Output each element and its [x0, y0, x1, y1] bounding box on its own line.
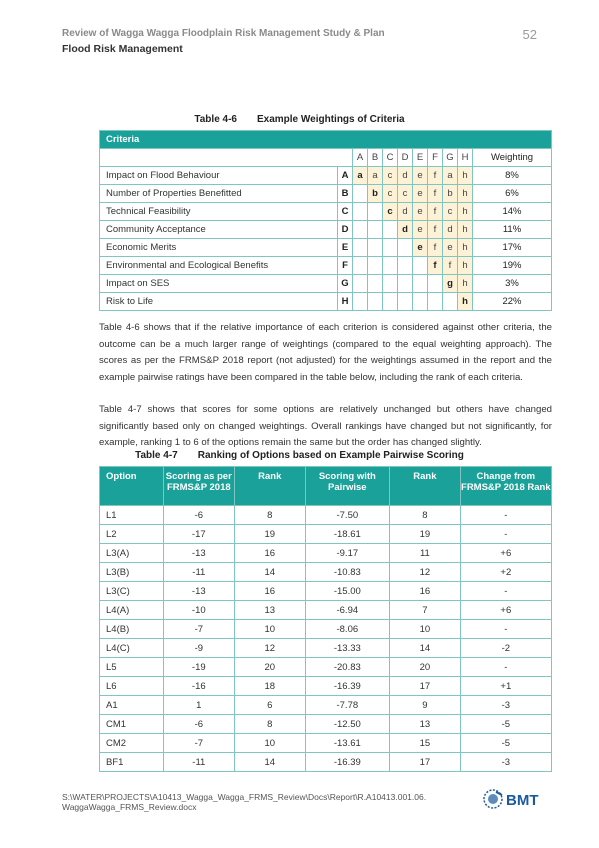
table-cell: -	[460, 658, 551, 677]
table-cell: -11	[163, 753, 234, 772]
table-cell: 8	[234, 506, 305, 525]
pairwise-cell: d	[398, 221, 413, 239]
weighting-value: 22%	[473, 293, 552, 311]
table-cell: +6	[460, 544, 551, 563]
pairwise-cell	[353, 275, 368, 293]
table-cell: -	[460, 506, 551, 525]
pairwise-cell: f	[443, 257, 458, 275]
table-cell: -18.61	[305, 525, 390, 544]
table-row	[100, 293, 552, 311]
criteria-weightings-table	[99, 130, 552, 311]
table-cell: 7	[390, 601, 461, 620]
table-cell: -7.78	[305, 696, 390, 715]
table-cell: 6	[234, 696, 305, 715]
table-cell: L3(A)	[100, 544, 164, 563]
table-cell: -2	[460, 639, 551, 658]
table-row	[100, 582, 552, 601]
page-number: 52	[522, 27, 537, 42]
criterion-code: B	[338, 185, 353, 203]
table-cell: -11	[163, 563, 234, 582]
table-cell: -17	[163, 525, 234, 544]
column-header: D	[398, 149, 413, 167]
pairwise-cell	[353, 239, 368, 257]
table-cell: 13	[390, 715, 461, 734]
table-cell: 11	[390, 544, 461, 563]
table-cell: -7.50	[305, 506, 390, 525]
table-row	[100, 563, 552, 582]
pairwise-cell	[398, 275, 413, 293]
table-cell: 8	[390, 506, 461, 525]
table-cell: 19	[234, 525, 305, 544]
pairwise-cell: h	[458, 257, 473, 275]
pairwise-cell	[398, 293, 413, 311]
table-cell: L4(A)	[100, 601, 164, 620]
column-header: E	[413, 149, 428, 167]
table-cell: 16	[390, 582, 461, 601]
table-cell: 17	[390, 753, 461, 772]
column-header: Rank	[390, 467, 461, 506]
pairwise-cell: h	[458, 203, 473, 221]
pairwise-cell	[368, 275, 383, 293]
criterion-code: F	[338, 257, 353, 275]
table-cell: -3	[460, 753, 551, 772]
pairwise-cell	[383, 221, 398, 239]
table-cell: CM1	[100, 715, 164, 734]
table-cell: 8	[234, 715, 305, 734]
column-header: Change from FRMS&P 2018 Rank	[460, 467, 551, 506]
pairwise-cell: e	[443, 239, 458, 257]
table-cell: L6	[100, 677, 164, 696]
column-header: B	[368, 149, 383, 167]
table-cell: -5	[460, 715, 551, 734]
document-title: Review of Wagga Wagga Floodplain Risk Management Study & Plan	[62, 28, 385, 39]
criterion-code: D	[338, 221, 353, 239]
weighting-header: Weighting	[473, 149, 552, 167]
table-row	[100, 601, 552, 620]
pairwise-cell	[368, 293, 383, 311]
criterion-code: G	[338, 275, 353, 293]
pairwise-cell	[383, 275, 398, 293]
pairwise-cell: h	[458, 239, 473, 257]
section-title: Flood Risk Management	[62, 43, 183, 55]
table-cell: -7	[163, 734, 234, 753]
pairwise-cell: a	[443, 167, 458, 185]
table-cell: L4(C)	[100, 639, 164, 658]
table-cell: -13	[163, 582, 234, 601]
table-row	[100, 620, 552, 639]
table-row	[100, 734, 552, 753]
pairwise-cell: e	[413, 167, 428, 185]
pairwise-cell: e	[413, 239, 428, 257]
pairwise-cell	[368, 239, 383, 257]
weighting-value: 17%	[473, 239, 552, 257]
pairwise-cell	[383, 239, 398, 257]
table-4-7-caption	[0, 450, 599, 461]
criterion-code: E	[338, 239, 353, 257]
criterion-name: Environmental and Ecological Benefits	[100, 257, 338, 275]
criterion-name: Community Acceptance	[100, 221, 338, 239]
table-cell: 17	[390, 677, 461, 696]
pairwise-cell	[368, 257, 383, 275]
table-cell: -12.50	[305, 715, 390, 734]
table-cell: L4(B)	[100, 620, 164, 639]
table-cell: -19	[163, 658, 234, 677]
table-cell: 14	[234, 753, 305, 772]
column-header: Scoring with Pairwise	[305, 467, 390, 506]
pairwise-cell: h	[458, 221, 473, 239]
pairwise-cell: c	[398, 185, 413, 203]
pairwise-cell	[398, 257, 413, 275]
ranking-options-table	[99, 466, 552, 772]
table-row	[100, 677, 552, 696]
table-cell: 18	[234, 677, 305, 696]
pairwise-cell	[368, 221, 383, 239]
pairwise-cell: d	[398, 203, 413, 221]
pairwise-cell: h	[458, 167, 473, 185]
criterion-name: Technical Feasibility	[100, 203, 338, 221]
table-cell: 14	[390, 639, 461, 658]
pairwise-cell: f	[428, 257, 443, 275]
column-header: C	[383, 149, 398, 167]
table-cell: -9.17	[305, 544, 390, 563]
table-number: Table 4-7	[135, 450, 178, 461]
table-row	[100, 639, 552, 658]
table-row	[100, 203, 552, 221]
pairwise-cell: c	[383, 203, 398, 221]
pairwise-cell: b	[443, 185, 458, 203]
file-path	[62, 792, 426, 812]
pairwise-cell: h	[458, 185, 473, 203]
table-cell: -20.83	[305, 658, 390, 677]
table-cell: -	[460, 620, 551, 639]
table-cell: BF1	[100, 753, 164, 772]
pairwise-cell: c	[383, 167, 398, 185]
pairwise-cell: g	[443, 275, 458, 293]
pairwise-cell	[428, 275, 443, 293]
weighting-value: 8%	[473, 167, 552, 185]
pairwise-cell	[353, 203, 368, 221]
pairwise-cell: f	[428, 221, 443, 239]
table-cell: +2	[460, 563, 551, 582]
pairwise-cell	[353, 221, 368, 239]
column-header: H	[458, 149, 473, 167]
table-cell: 10	[234, 620, 305, 639]
weighting-value: 6%	[473, 185, 552, 203]
table-row	[100, 506, 552, 525]
pairwise-cell: a	[353, 167, 368, 185]
table-cell: -	[460, 525, 551, 544]
table-cell: 12	[390, 563, 461, 582]
table-row	[100, 257, 552, 275]
column-header: F	[428, 149, 443, 167]
table-cell: -6.94	[305, 601, 390, 620]
table-row	[100, 696, 552, 715]
table-row	[100, 753, 552, 772]
criterion-code: C	[338, 203, 353, 221]
table-cell: A1	[100, 696, 164, 715]
table-cell: 14	[234, 563, 305, 582]
table-cell: 16	[234, 544, 305, 563]
table-cell: L3(B)	[100, 563, 164, 582]
pairwise-cell	[383, 257, 398, 275]
column-header: G	[443, 149, 458, 167]
pairwise-cell: e	[413, 203, 428, 221]
column-header: Scoring as per FRMS&P 2018	[163, 467, 234, 506]
table-cell: 15	[390, 734, 461, 753]
pairwise-cell: h	[458, 293, 473, 311]
table-row	[100, 185, 552, 203]
criterion-name: Impact on Flood Behaviour	[100, 167, 338, 185]
table-cell: -6	[163, 715, 234, 734]
criteria-header: Criteria	[100, 131, 552, 149]
table-cell: 13	[234, 601, 305, 620]
table-row	[100, 658, 552, 677]
criterion-code: H	[338, 293, 353, 311]
table-cell: -13	[163, 544, 234, 563]
weighting-value: 19%	[473, 257, 552, 275]
table-cell: -10.83	[305, 563, 390, 582]
table-cell: -15.00	[305, 582, 390, 601]
table-row	[100, 525, 552, 544]
pairwise-cell	[383, 293, 398, 311]
pairwise-cell	[413, 275, 428, 293]
table-cell: -8.06	[305, 620, 390, 639]
table-cell: 12	[234, 639, 305, 658]
pairwise-cell: d	[398, 167, 413, 185]
weighting-value: 3%	[473, 275, 552, 293]
pairwise-cell	[443, 293, 458, 311]
table-cell: -5	[460, 734, 551, 753]
table-cell: L2	[100, 525, 164, 544]
table-cell: 10	[234, 734, 305, 753]
table-cell: -16	[163, 677, 234, 696]
pairwise-cell	[353, 185, 368, 203]
pairwise-cell	[428, 293, 443, 311]
file-path-line: S:\WATER\PROJECTS\A10413_Wagga_Wagga_FRMS_Review\Docs\Report\R.A10413.001.06.	[62, 792, 427, 802]
blank-header-cell	[100, 149, 353, 167]
pairwise-cell: f	[428, 167, 443, 185]
table-cell: 20	[234, 658, 305, 677]
table-cell: -16.39	[305, 677, 390, 696]
column-header: A	[353, 149, 368, 167]
pairwise-cell: f	[428, 239, 443, 257]
table-row	[100, 221, 552, 239]
table-cell: -3	[460, 696, 551, 715]
pairwise-cell: c	[443, 203, 458, 221]
weighting-value: 11%	[473, 221, 552, 239]
pairwise-cell	[353, 257, 368, 275]
pairwise-cell: f	[428, 185, 443, 203]
table-cell: L1	[100, 506, 164, 525]
pairwise-cell: b	[368, 185, 383, 203]
criterion-name: Risk to Life	[100, 293, 338, 311]
table-row	[100, 167, 552, 185]
pairwise-cell: h	[458, 275, 473, 293]
criterion-code: A	[338, 167, 353, 185]
column-header: Rank	[234, 467, 305, 506]
table-cell: -13.33	[305, 639, 390, 658]
table-cell: -7	[163, 620, 234, 639]
pairwise-cell	[398, 239, 413, 257]
paragraph-1: Table 4-6 shows that if the relative importance of each criterion is considered against other criteria, the outcome can be a much larger range of weightings (compared to the equal weighting approach). The scores as per the FRMS&P 2018 report (not adjusted) for the weightings assumed in the report and the example pairwise ratings have been compared in the table below, including the rank of each criteria.	[99, 322, 552, 383]
pairwise-cell: e	[413, 185, 428, 203]
table-row	[100, 544, 552, 563]
criterion-name: Number of Properties Benefitted	[100, 185, 338, 203]
pairwise-cell: f	[428, 203, 443, 221]
table-cell: 16	[234, 582, 305, 601]
table-row	[100, 275, 552, 293]
pairwise-cell	[413, 293, 428, 311]
table-number: Table 4-6	[194, 114, 237, 125]
table-title: Ranking of Options based on Example Pairwise Scoring	[197, 450, 464, 461]
criterion-name: Impact on SES	[100, 275, 338, 293]
logo-text: BMT	[506, 792, 539, 809]
table-cell: 20	[390, 658, 461, 677]
pairwise-cell: d	[443, 221, 458, 239]
table-cell: -9	[163, 639, 234, 658]
table-cell: CM2	[100, 734, 164, 753]
table-cell: 9	[390, 696, 461, 715]
table-cell: -6	[163, 506, 234, 525]
table-cell: 19	[390, 525, 461, 544]
table-title: Example Weightings of Criteria	[256, 114, 405, 125]
table-cell: L3(C)	[100, 582, 164, 601]
pairwise-cell: c	[383, 185, 398, 203]
table-cell: -13.61	[305, 734, 390, 753]
table-cell: -10	[163, 601, 234, 620]
pairwise-cell	[353, 293, 368, 311]
table-row	[100, 239, 552, 257]
table-cell: 10	[390, 620, 461, 639]
table-cell: 1	[163, 696, 234, 715]
pairwise-cell	[413, 257, 428, 275]
pairwise-cell: e	[413, 221, 428, 239]
table-row	[100, 715, 552, 734]
paragraph-2: Table 4-7 shows that scores for some options are relatively unchanged but others have changed significantly based only on changed weightings. Overall rankings have changed but not significantly, for example, ranking 1 to 6 of the options remain the same but the order has changed slightly.	[99, 404, 552, 449]
pairwise-cell	[368, 203, 383, 221]
table-cell: -	[460, 582, 551, 601]
table-cell: L5	[100, 658, 164, 677]
file-path-line: WaggaWagga_FRMS_Review.docx	[62, 802, 197, 812]
pairwise-cell: a	[368, 167, 383, 185]
table-cell: +1	[460, 677, 551, 696]
table-cell: -16.39	[305, 753, 390, 772]
weighting-value: 14%	[473, 203, 552, 221]
table-cell: +6	[460, 601, 551, 620]
table-4-6-caption	[0, 114, 599, 125]
criterion-name: Economic Merits	[100, 239, 338, 257]
column-header: Option	[100, 467, 164, 506]
